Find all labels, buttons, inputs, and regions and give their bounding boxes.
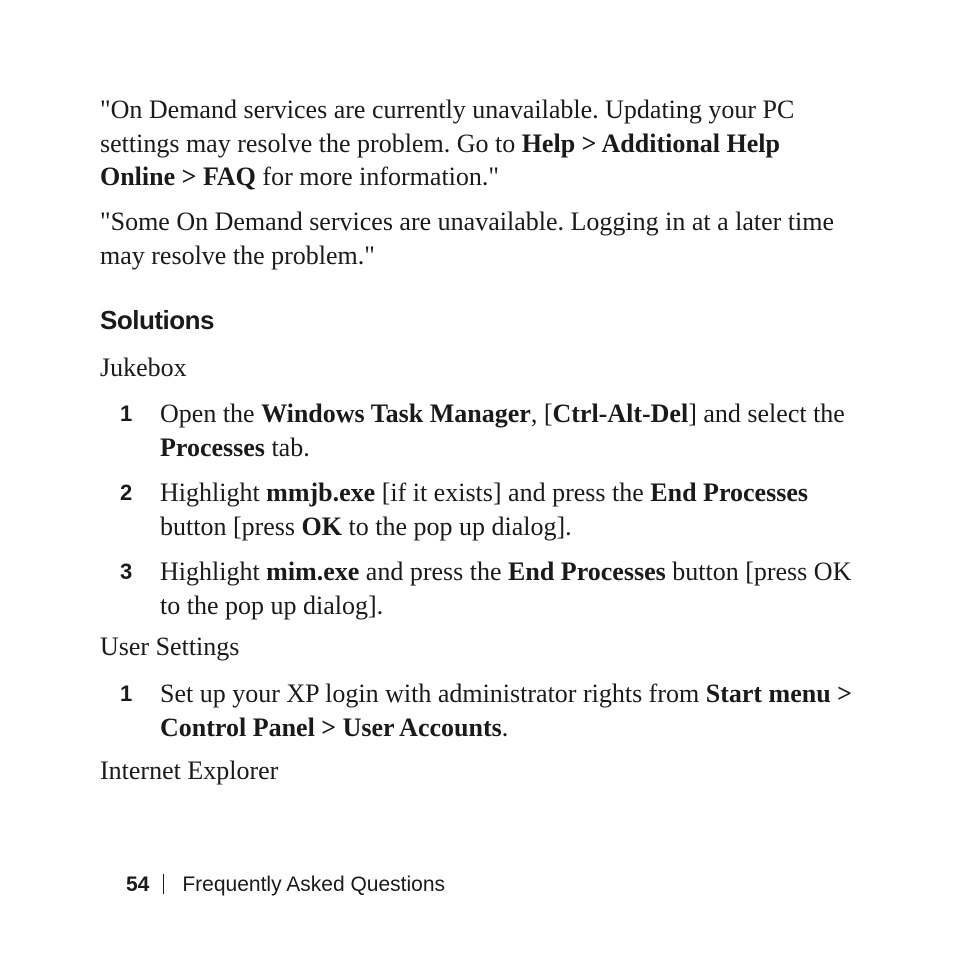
step-text: Set up your XP login with administrator rights from Start menu > Control Panel > User Accounts. <box>160 679 852 742</box>
page-footer <box>126 870 445 900</box>
step-text: Highlight mmjb.exe [if it exists] and press the End Processes button [press OK to the pop up dialog]. <box>160 478 808 541</box>
step-text: Open the Windows Task Manager, [Ctrl-Alt-Del] and select the Processes tab. <box>160 399 845 462</box>
step-number: 3 <box>120 559 133 584</box>
intro-paragraph-2: "Some On Demand services are unavailable. Logging in at a later time may resolve the problem." <box>100 207 835 270</box>
internet-explorer-subheading: Internet Explorer <box>100 756 279 785</box>
step-text: Highlight mim.exe and press the End Processes button [press OK to the pop up dialog]. <box>160 557 852 620</box>
footer-divider <box>163 874 164 894</box>
intro-p1-text-a: "On Demand services are currently unavailable. Updating your PC settings may resolve the problem. Go to <box>100 95 795 158</box>
step-number: 2 <box>120 480 133 505</box>
user-settings-subheading: User Settings <box>100 632 240 661</box>
intro-paragraph-1 <box>100 93 860 194</box>
footer-section-title: Frequently Asked Questions <box>182 873 446 896</box>
step-number: 1 <box>120 681 133 706</box>
solutions-heading: Solutions <box>100 305 214 335</box>
intro-p1-menu-path: Help > Additional Help Online > FAQ <box>100 128 780 191</box>
page-number: 54 <box>126 873 150 896</box>
intro-p1-text-c: for more information." <box>255 162 500 191</box>
step-number: 1 <box>120 401 133 426</box>
jukebox-subheading: Jukebox <box>100 353 187 382</box>
